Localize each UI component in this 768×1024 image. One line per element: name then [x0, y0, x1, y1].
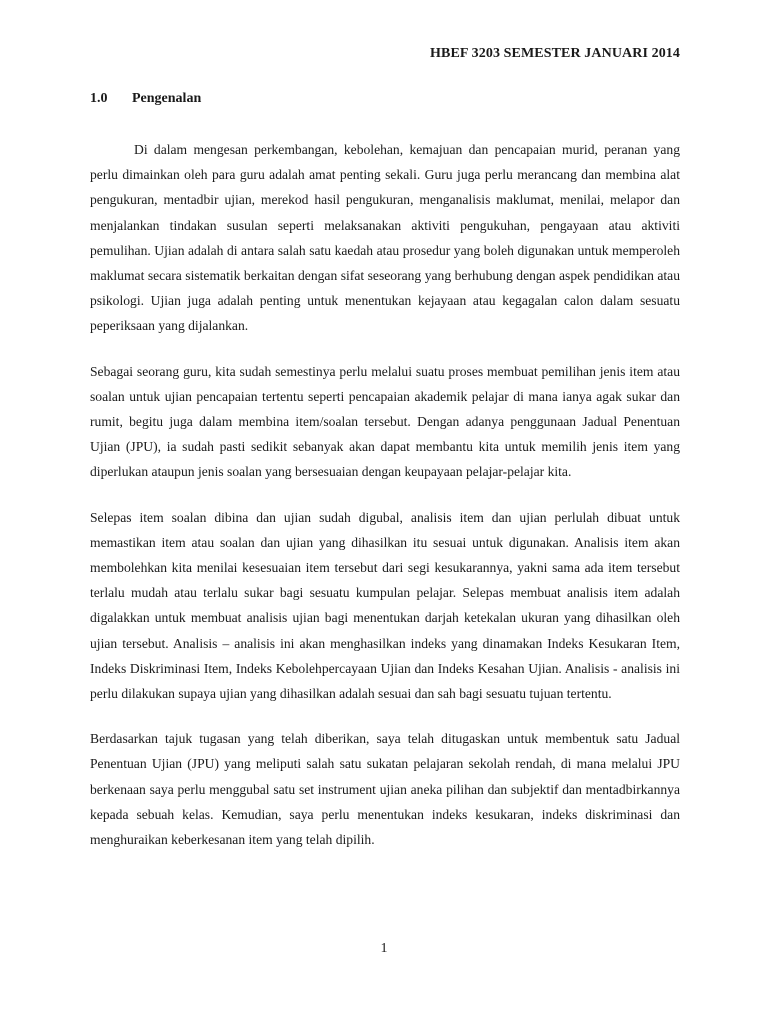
document-body [90, 137, 680, 872]
document-header: HBEF 3203 SEMESTER JANUARI 2014 [430, 46, 680, 61]
section-title: Pengenalan [132, 91, 202, 106]
paragraph-item-analysis: Selepas item soalan dibina dan ujian sudah digubal, analisis item dan ujian perlulah dibuat untuk memastikan item atau soalan dan ujian yang dihasilkan itu sesuai untuk digunakan. Analisis item akan membolehkan kita menilai kesesuaian item tersebut dari segi kesukarannya, yakni sama ada item tersebut terlalu mudah atau terlalu sukar bagi sesuatu kumpulan pelajar. Selepas membuat analisis item adalah digalakkan untuk membuat analisis ujian bagi menentukan darjah ketekalan ukuran yang dihasilkan oleh ujian tersebut. Analisis – analisis ini akan menghasilkan indeks yang dinamakan Indeks Kesukaran Item, Indeks Diskriminasi Item, Indeks Kebolehpercayaan Ujian dan Indeks Kesahan Ujian. Analisis - analisis ini perlu dilakukan supaya ujian yang dihasilkan adalah sesuai dan sah bagi sesuatu tujuan tertentu. [90, 509, 680, 702]
section-number: 1.0 [90, 91, 108, 106]
section-heading [90, 91, 201, 107]
paragraph-item-selection: Sebagai seorang guru, kita sudah semestinya perlu melalui suatu proses membuat pemilihan jenis item atau soalan untuk ujian pencapaian tertentu seperti pencapaian akademik pelajar di mana ianya agak sukar dan rumit, begitu juga dalam membina item/soalan tersebut. Dengan adanya penggunaan Jadual Penentuan Ujian (JPU), ia sudah pasti sedikit sebanyak akan dapat membantu kita untuk memilih jenis item yang diperlukan ataupun jenis soalan yang bersesuaian dengan keupayaan pelajar-pelajar kita. [90, 363, 680, 480]
paragraph-introduction: Di dalam mengesan perkembangan, kebolehan, kemajuan dan pencapaian murid, peranan yang perlu dimainkan oleh para guru adalah amat penting sekali. Guru juga perlu merancang dan membina alat pengukuran, mentadbir ujian, merekod hasil pengukuran, menganalisis maklumat, menilai, melapor dan menjalankan tindakan susulan seperti melaksanakan aktiviti pengukuhan, pengayaan atau aktiviti pemulihan. Ujian adalah di antara salah satu kaedah atau prosedur yang boleh digunakan untuk memperoleh maklumat secara sistematik berkaitan dengan sifat seseorang yang berhubung dengan aspek pendidikan atau psikologi. Ujian juga adalah penting untuk menentukan kejayaan atau kegagalan calon dalam sesuatu peperiksaan yang dijalankan. [90, 142, 680, 334]
page-number: 1 [380, 941, 388, 956]
paragraph-assignment: Berdasarkan tajuk tugasan yang telah diberikan, saya telah ditugaskan untuk membentuk satu Jadual Penentuan Ujian (JPU) yang meliputi salah satu sukatan pelajaran sekolah rendah, di mana melalui JPU berkenaan saya perlu menggubal satu set instrument ujian aneka pilihan dan subjektif dan mentadbirkannya kepada sebuah kelas. Kemudian, saya perlu menentukan indeks kesukaran, indeks diskriminasi dan menghuraikan keberkesanan item yang telah dipilih. [90, 731, 680, 848]
